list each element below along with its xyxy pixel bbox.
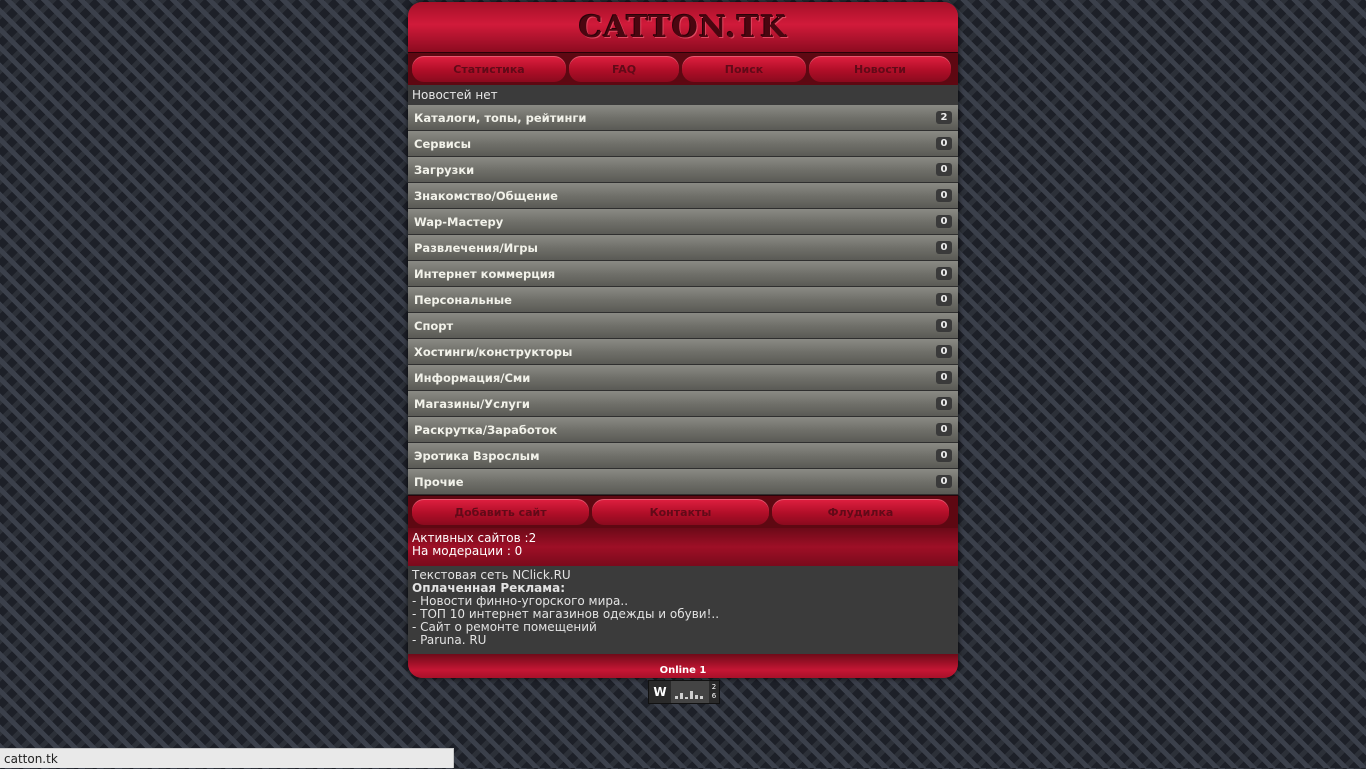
category-name: Каталоги, топы, рейтинги xyxy=(414,110,587,125)
site-logo[interactable]: CATTON.TK xyxy=(578,9,788,45)
active-sites-count: Активных сайтов :2 xyxy=(412,531,537,545)
category-count-badge: 0 xyxy=(936,345,952,358)
counter-graph xyxy=(671,681,709,703)
category-name: Информация/Сми xyxy=(414,370,531,385)
nav-faq-button[interactable]: FAQ xyxy=(569,56,679,82)
category-count-badge: 0 xyxy=(936,397,952,410)
top-nav xyxy=(408,52,958,85)
page-container xyxy=(408,2,958,678)
contacts-button[interactable]: Контакты xyxy=(592,499,769,525)
category-name: Прочие xyxy=(414,474,464,489)
chat-button[interactable]: Флудилка xyxy=(772,499,949,525)
category-list xyxy=(408,105,958,495)
category-item[interactable] xyxy=(408,313,958,339)
paid-ads-title: Оплаченная Реклама: xyxy=(412,581,565,595)
category-count-badge: 0 xyxy=(936,319,952,332)
category-name: Интернет коммерция xyxy=(414,266,556,281)
nav-news-button[interactable]: Новости xyxy=(809,56,951,82)
moderation-count: На модерации : 0 xyxy=(412,544,523,558)
category-count-badge: 0 xyxy=(936,137,952,150)
category-item[interactable] xyxy=(408,469,958,495)
ad-link[interactable]: - ТОП 10 интернет магазинов одежды и обуви!.. xyxy=(412,607,720,621)
browser-status-bar: catton.tk xyxy=(0,748,454,768)
category-name: Знакомство/Общение xyxy=(414,188,558,203)
ad-network-link[interactable]: Текстовая сеть NClick.RU xyxy=(412,568,571,582)
category-item[interactable] xyxy=(408,131,958,157)
site-stats xyxy=(408,528,958,566)
category-count-badge: 0 xyxy=(936,189,952,202)
site-header xyxy=(408,2,958,52)
counter-logo-icon: W xyxy=(649,681,671,703)
online-count[interactable]: Online 1 xyxy=(659,664,707,676)
nav-statistics-button[interactable]: Статистика xyxy=(412,56,566,82)
category-count-badge: 0 xyxy=(936,163,952,176)
category-name: Загрузки xyxy=(414,162,475,177)
bottom-nav xyxy=(408,495,958,528)
category-name: Раскрутка/Заработок xyxy=(414,422,558,437)
news-status: Новостей нет xyxy=(408,85,958,105)
category-count-badge: 0 xyxy=(936,215,952,228)
category-count-badge: 2 xyxy=(936,111,952,124)
category-item[interactable] xyxy=(408,261,958,287)
category-item[interactable] xyxy=(408,417,958,443)
category-item[interactable] xyxy=(408,209,958,235)
category-count-badge: 0 xyxy=(936,241,952,254)
ad-link[interactable]: - Сайт о ремонте помещений xyxy=(412,620,597,634)
category-name: Хостинги/конструкторы xyxy=(414,344,573,359)
category-item[interactable] xyxy=(408,339,958,365)
category-name: Магазины/Услуги xyxy=(414,396,530,411)
ads-block xyxy=(408,566,958,654)
category-name: Спорт xyxy=(414,318,454,333)
site-footer xyxy=(408,654,958,678)
nav-search-button[interactable]: Поиск xyxy=(682,56,806,82)
counter-numbers xyxy=(709,681,719,703)
category-name: Сервисы xyxy=(414,136,472,151)
category-count-badge: 0 xyxy=(936,423,952,436)
category-item[interactable] xyxy=(408,235,958,261)
category-count-badge: 0 xyxy=(936,475,952,488)
ad-link[interactable]: - Paruna. RU xyxy=(412,633,487,647)
ad-link[interactable]: - Новости финно-угорского мира.. xyxy=(412,594,629,608)
category-item[interactable] xyxy=(408,443,958,469)
category-item[interactable] xyxy=(408,391,958,417)
category-name: Wap-Мастеру xyxy=(414,214,504,229)
category-item[interactable] xyxy=(408,105,958,131)
visitor-counter[interactable] xyxy=(648,680,720,704)
category-item[interactable] xyxy=(408,157,958,183)
category-item[interactable] xyxy=(408,183,958,209)
category-item[interactable] xyxy=(408,287,958,313)
add-site-button[interactable]: Добавить сайт xyxy=(412,499,589,525)
counter-top-number: 2 xyxy=(711,683,717,691)
category-name: Развлечения/Игры xyxy=(414,240,538,255)
category-name: Эротика Взрослым xyxy=(414,448,540,463)
category-count-badge: 0 xyxy=(936,371,952,384)
category-count-badge: 0 xyxy=(936,293,952,306)
category-count-badge: 0 xyxy=(936,267,952,280)
category-count-badge: 0 xyxy=(936,449,952,462)
counter-bottom-number: 6 xyxy=(711,692,717,700)
category-name: Персональные xyxy=(414,292,512,307)
category-item[interactable] xyxy=(408,365,958,391)
